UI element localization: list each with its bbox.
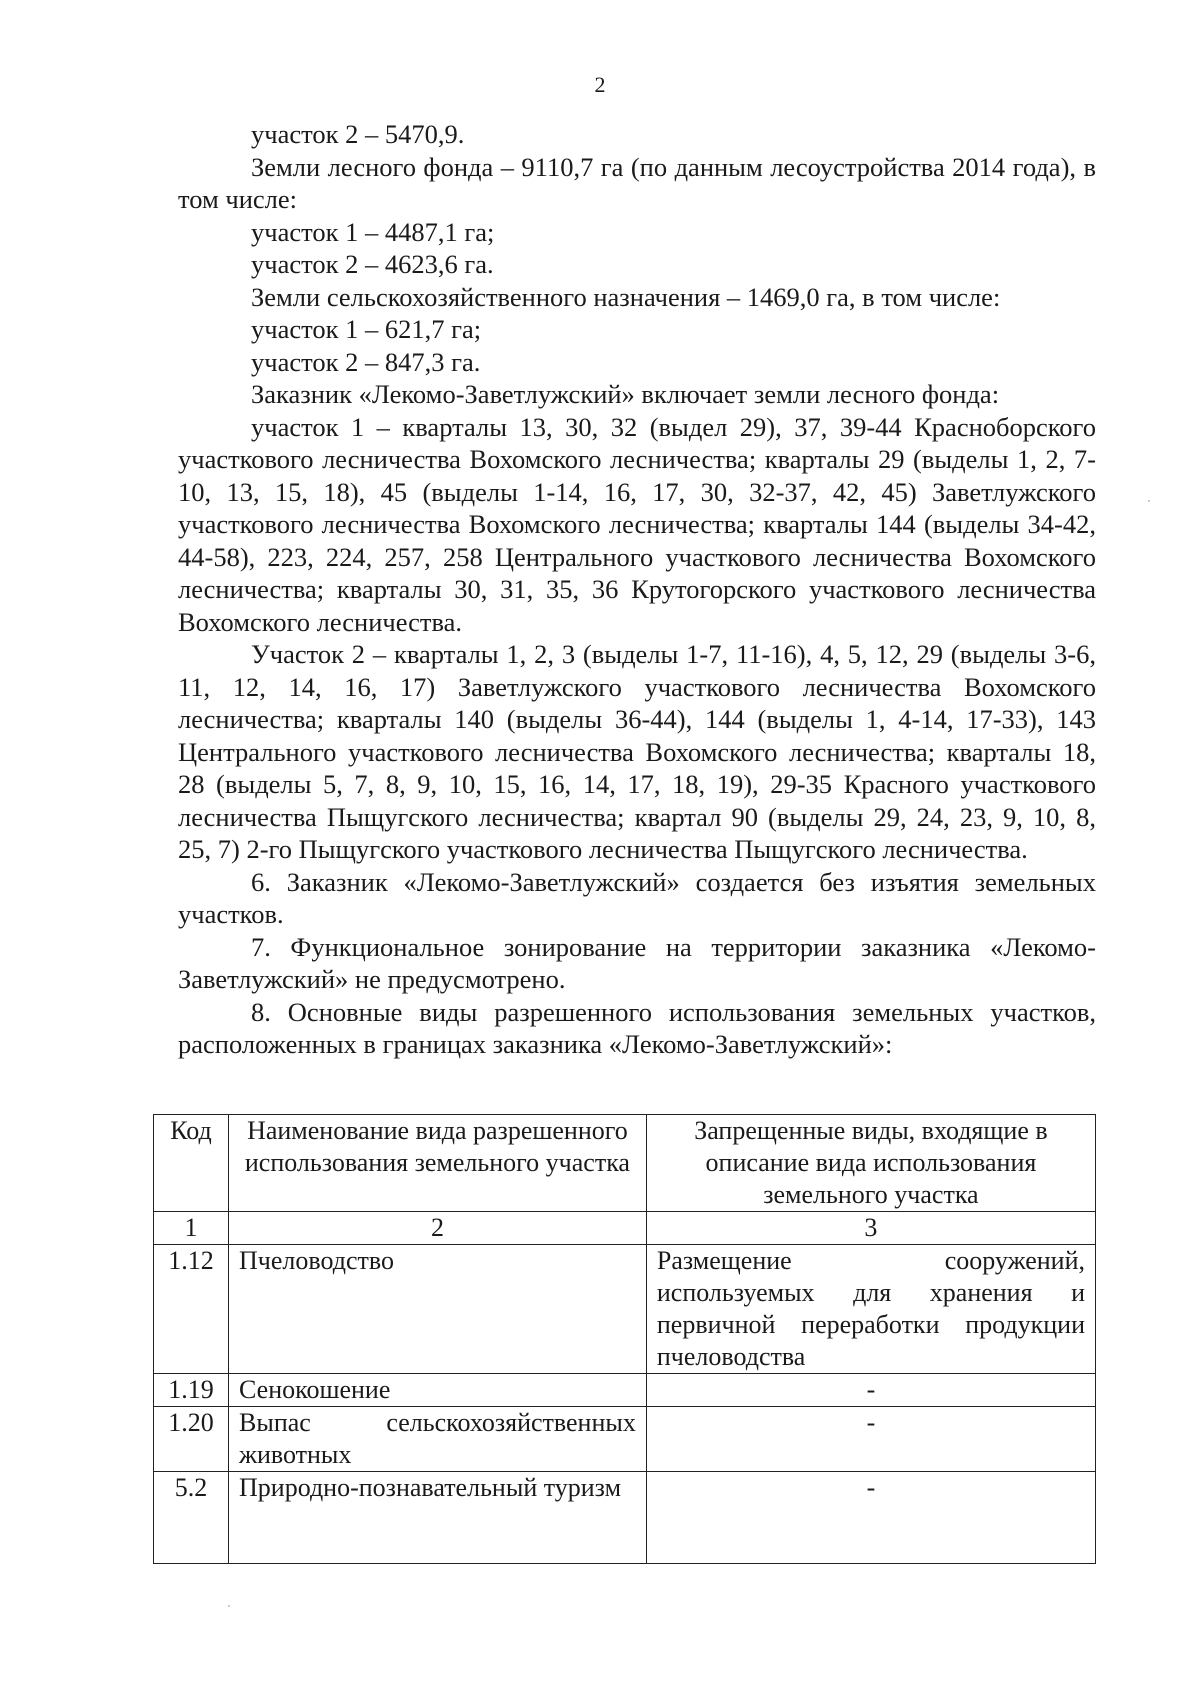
table-row bbox=[154, 1245, 1096, 1374]
paragraph: Участок 2 – кварталы 1, 2, 3 (выделы 1-7, 11-16), 4, 5, 12, 29 (выделы 3-6, 11, 12, 14, 16, 17) Заветлужского участкового лесничества Вохомского лесничества; кварталы 140 (выделы 36-44), 144 (выделы 1, 4-14, 17-33), 143 Центрального участкового лесничества Вохомского лесничества; кварталы 18, 28 (выделы 5, 7, 8, 9, 10, 15, 16, 14, 17, 18, 19), 29-35 Красного участкового лесничества Пыщугского лесничества; квартал 90 (выделы 29, 24, 23, 9, 10, 8, 25, 7) 2-го Пыщугского участкового лесничества Пыщугского лесничества. bbox=[178, 639, 1096, 864]
paragraph: участок 2 – 847,3 га. bbox=[251, 346, 481, 377]
cell-code: 1.20 bbox=[154, 1407, 229, 1472]
table-row bbox=[154, 1472, 1096, 1564]
cell-code: 1.19 bbox=[154, 1374, 229, 1407]
cell-forbidden: - bbox=[646, 1374, 1095, 1407]
header-forbidden: Запрещенные виды, входящие в описание вида использования земельного участка bbox=[646, 1115, 1095, 1212]
cell-forbidden: - bbox=[646, 1407, 1095, 1472]
paragraph: 7. Функциональное зонирование на территории заказника «Лекомо-Заветлужский» не предусмотрено. bbox=[178, 931, 1096, 994]
cell-code: 5.2 bbox=[154, 1472, 229, 1564]
document-body bbox=[178, 118, 1096, 1061]
paragraph: 6. Заказник «Лекомо-Заветлужский» создается без изъятия земельных участков. bbox=[178, 866, 1096, 929]
header-name: Наименование вида разрешенного использования земельного участка bbox=[229, 1115, 647, 1212]
table-row bbox=[154, 1374, 1096, 1407]
paragraph: Заказник «Лекомо-Заветлужский» включает земли лесного фонда: bbox=[251, 379, 1000, 409]
table-column-numbers-row bbox=[154, 1212, 1096, 1245]
land-use-table bbox=[153, 1114, 1096, 1564]
table-row bbox=[154, 1407, 1096, 1472]
cell-name: Выпас сельскохозяйственных животных bbox=[229, 1407, 647, 1472]
cell-name: Природно-познавательный туризм bbox=[229, 1472, 647, 1564]
table-header-row bbox=[154, 1115, 1096, 1212]
paragraph: Земли лесного фонда – 9110,7 га (по данным лесоустройства 2014 года), в том числе: bbox=[178, 151, 1096, 214]
paragraph: участок 2 – 4623,6 га. bbox=[251, 249, 494, 279]
page-number: 2 bbox=[594, 72, 606, 97]
cell-forbidden: - bbox=[646, 1472, 1095, 1564]
paragraph: участок 1 – кварталы 13, 30, 32 (выдел 29), 37, 39-44 Красноборского участкового лесничества Вохомского лесничества; кварталы 29 (выделы 1, 2, 7-10, 13, 15, 18), 45 (выделы 1-14, 16, 17, 30, 32-37, 42, 45) Заветлужского участкового лесничества Вохомского лесничества; кварталы 144 (выделы 34-42, 44-58), 223, 224, 257, 258 Центрального участкового лесничества Вохомского лесничества; кварталы 30, 31, 35, 36 Крутогорского участкового лесничества Вохомского лесничества. bbox=[178, 411, 1096, 637]
column-number: 3 bbox=[646, 1212, 1095, 1245]
header-code: Код bbox=[154, 1115, 229, 1212]
cell-code: 1.12 bbox=[154, 1245, 229, 1374]
paragraph: участок 1 – 4487,1 га; bbox=[251, 216, 495, 247]
column-number: 2 bbox=[229, 1212, 647, 1245]
cell-forbidden: Размещение сооружений, используемых для хранения и первичной переработки продукции пчеловодства bbox=[646, 1245, 1095, 1374]
scan-speck bbox=[1148, 500, 1150, 502]
cell-name: Сенокошение bbox=[229, 1374, 647, 1407]
scan-speck bbox=[228, 1605, 230, 1607]
column-number: 1 bbox=[154, 1212, 229, 1245]
paragraph: участок 2 – 5470,9. bbox=[251, 119, 465, 149]
cell-name: Пчеловодство bbox=[229, 1245, 647, 1374]
paragraph: участок 1 – 621,7 га; bbox=[251, 314, 482, 344]
paragraph: Земли сельскохозяйственного назначения – 1469,0 га, в том числе: bbox=[251, 281, 1001, 312]
paragraph: 8. Основные виды разрешенного использования земельных участков, расположенных в границах заказника «Лекомо-Заветлужский»: bbox=[178, 996, 1096, 1059]
